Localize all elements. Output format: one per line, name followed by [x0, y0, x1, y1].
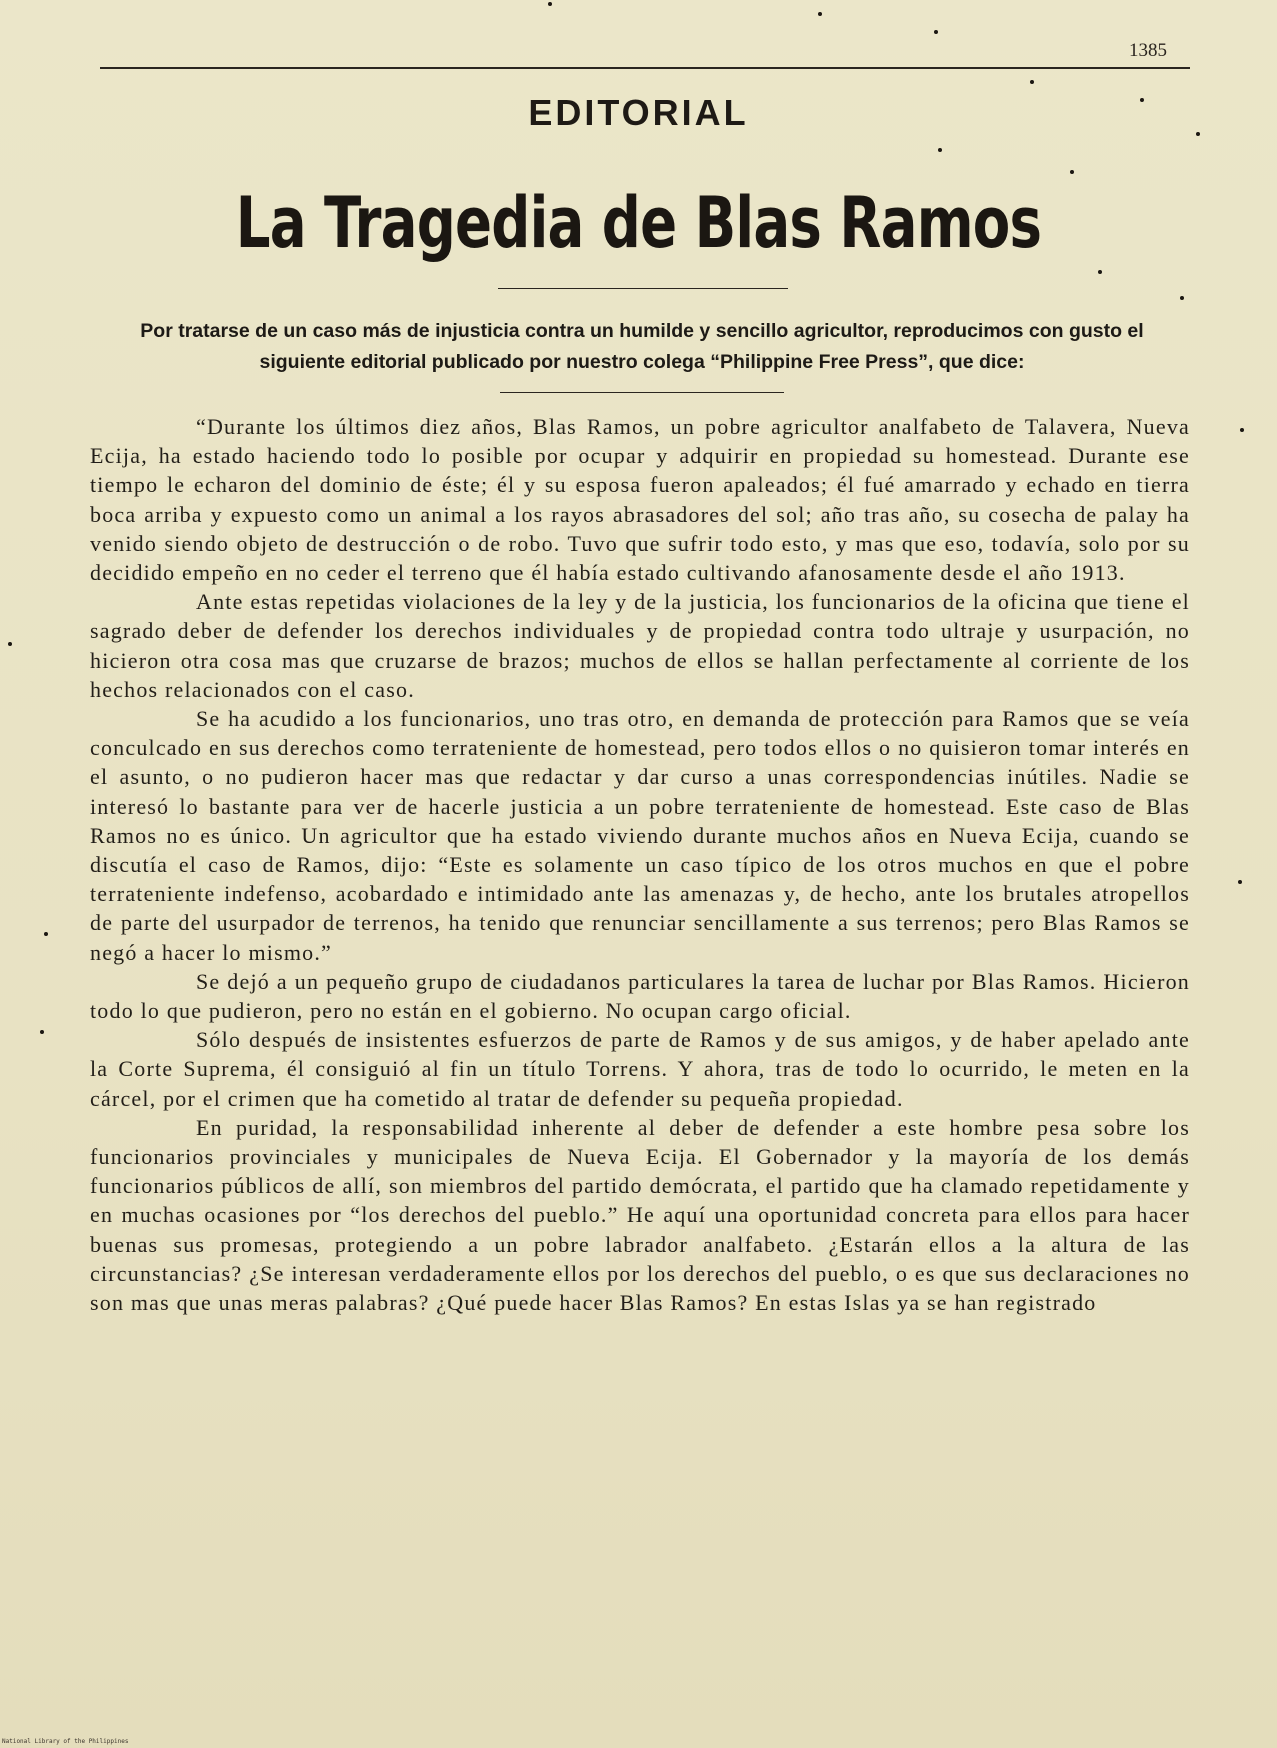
paragraph: Se ha acudido a los funcionarios, uno tras otro, en demanda de protección para Ramos que se veía conculcado en sus derechos como terrateniente de homestead, pero todos ellos o no quisieron tomar interés en el asunto, o no pudieron hacer mas que redactar y dar curso a unas correspondencias inútiles. Nadie se interesó lo bastante para ver de hacerle justicia a un pobre terrateniente de homestead. Este caso de Blas Ramos no es único. Un agricultor que ha estado viviendo durante muchos años en Nueva Ecija, cuando se discutía el caso de Ramos, dijo: “Este es solamente un caso típico de los otros muchos en que el pobre terrateniente indefenso, acobardado e intimidado ante las amenazas y, de hecho, ante los brutales atropellos de parte del usurpador de terrenos, ha tenido que renunciar sencillamente a sus terrenos; pero Blas Ramos se negó a hacer lo mismo.”: [90, 706, 1190, 965]
header-rule: [100, 67, 1190, 69]
section-label: EDITORIAL: [528, 92, 749, 133]
scan-speck: [938, 148, 942, 152]
scan-speck: [1030, 80, 1034, 84]
scan-speck: [1140, 98, 1144, 102]
paragraph: Ante estas repetidas violaciones de la ley y de la justicia, los funcionarios de la oficina que tiene el sagrado deber de defender los derechos individuales y de propiedad contra todo ultraje y usurpación, no hicieron otra cosa mas que cruzarse de brazos; muchos de ellos se hallan perfectamente al corriente de los hechos relacionados con el caso.: [90, 589, 1190, 702]
intro-note: Por tratarse de un caso más de injusticia contra un humilde y sencillo agricultor, reproducimos con gusto el siguiente editorial publicado por nuestro colega “Philippine Free Press”, que dice:: [140, 320, 1144, 373]
scan-speck: [8, 642, 12, 646]
scan-speck: [44, 932, 48, 936]
editorial-body: [90, 412, 1190, 1317]
page-title: La Tragedia de Blas Ramos: [235, 182, 1042, 264]
scan-speck: [934, 30, 938, 34]
scan-speck: [1180, 296, 1184, 300]
paragraph: Se dejó a un pequeño grupo de ciudadanos particulares la tarea de luchar por Blas Ramos. Hicieron todo lo que pudieron, pero no están en el gobierno. No ocupan cargo oficial.: [90, 968, 1190, 1024]
scan-speck: [40, 1030, 44, 1034]
archive-credit: National Library of the Philippines: [2, 1738, 129, 1745]
paragraph: “Durante los últimos diez años, Blas Ramos, un pobre agricultor analfabeto de Talavera, Nueva Ecija, ha estado haciendo todo lo posible por ocupar y adquirir en propiedad su homestead. Durante ese tiempo le echaron del dominio de éste; él y su esposa fueron apaleados; él fué amarrado y echado en tierra boca arriba y expuesto como un animal a los rayos abrasadores del sol; año tras año, su cosecha de palay ha venido siendo objeto de destrucción o de robo. Tuvo que sufrir todo esto, y mas que eso, todavía, solo por su decidido empeño en no ceder el terreno que él había estado cultivando afanosamente desde el año 1913.: [90, 414, 1190, 586]
scan-speck: [1238, 880, 1242, 884]
scan-speck: [1240, 428, 1244, 432]
intro-divider: [500, 392, 784, 393]
scan-speck: [1070, 170, 1074, 174]
scan-speck: [548, 2, 552, 6]
scan-speck: [1196, 132, 1200, 136]
paragraph: En puridad, la responsabilidad inherente al deber de defender a este hombre pesa sobre los funcionarios provinciales y municipales de Nueva Ecija. El Gobernador y la mayoría de los demás funcionarios públicos de allí, son miembros del partido demócrata, el partido que ha clamado repetidamente y en muchas ocasiones por “los derechos del pueblo.” He aquí una oportunidad concreta para ellos para hacer buenas sus promesas, protegiendo a un pobre labrador analfabeto. ¿Estarán ellos a la altura de las circunstancias? ¿Se interesan verdaderamente ellos por los derechos del pueblo, o es que sus declaraciones no son mas que unas meras palabras? ¿Qué puede hacer Blas Ramos? En estas Islas ya se han registrado: [90, 1114, 1190, 1316]
paragraph: Sólo después de insistentes esfuerzos de parte de Ramos y de sus amigos, y de haber apelado ante la Corte Suprema, él consiguió al fin un título Torrens. Y ahora, tras de todo lo ocurrido, le meten en la cárcel, por el crimen que ha cometido al tratar de defender su pequeña propiedad.: [90, 1027, 1190, 1111]
page-number: 1385: [1129, 40, 1167, 61]
scan-speck: [1098, 270, 1102, 274]
title-underline: [498, 288, 788, 289]
scan-speck: [818, 12, 822, 16]
